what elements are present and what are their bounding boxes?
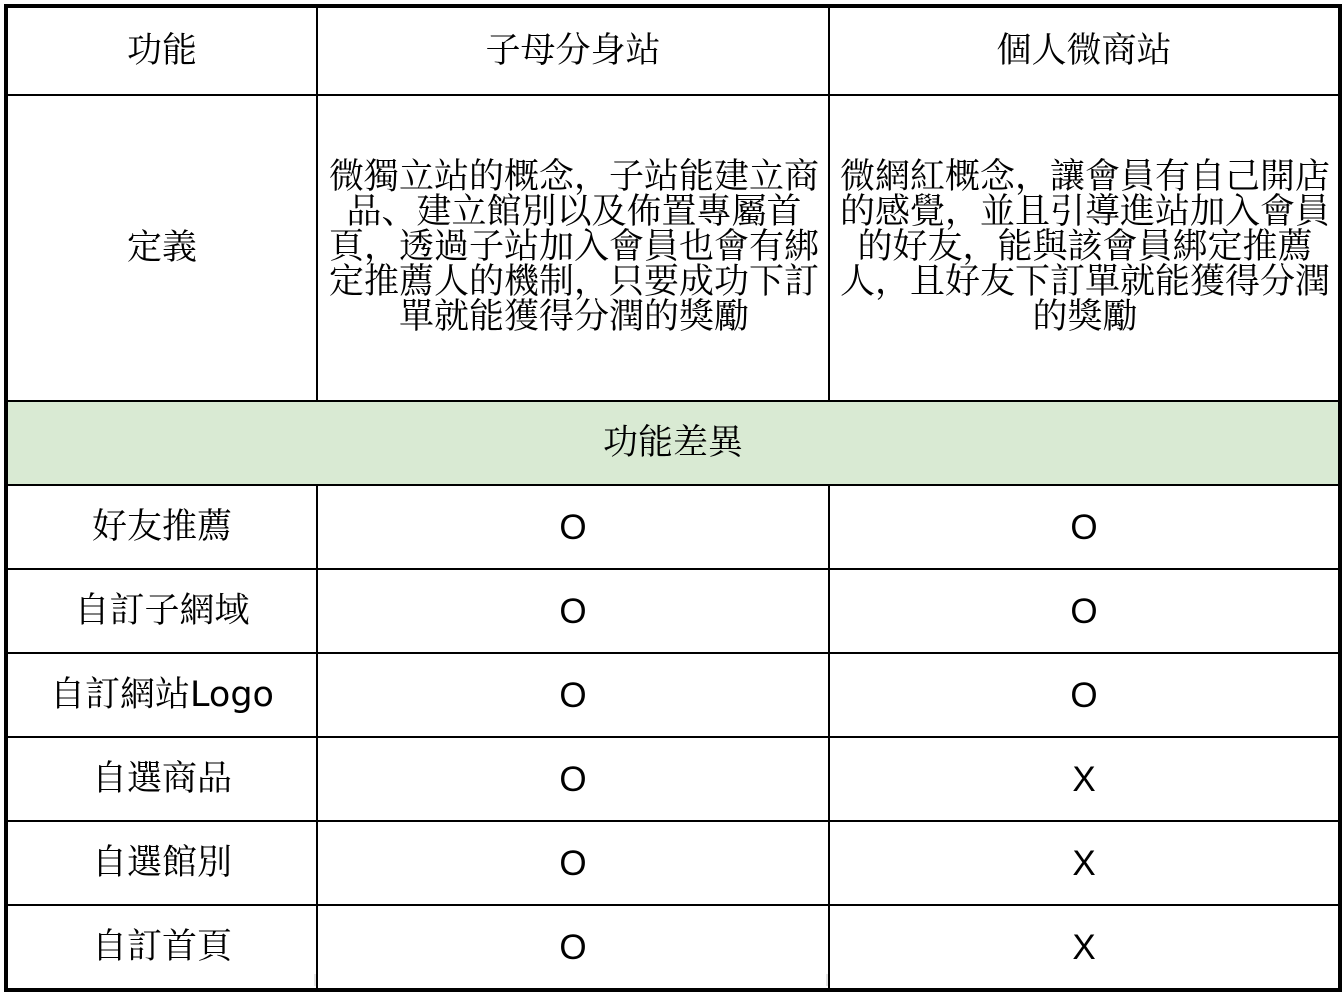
gridline-stub xyxy=(314,974,316,986)
micro-shop-mark: X xyxy=(829,905,1340,990)
definition-label: 定義 xyxy=(6,95,317,401)
definition-micro-shop: 微網紅概念，讓會員有自己開店的感覺，並且引導進站加入會員的好友，能與該會員綁定推薦人，且好友下訂單就能獲得分潤的獎勵 xyxy=(829,95,1340,401)
table-row xyxy=(6,737,1340,821)
feature-name: 自訂網站Logo xyxy=(6,653,317,737)
feature-name: 自訂子網域 xyxy=(6,569,317,653)
header-row xyxy=(6,6,1340,95)
sub-site-mark: O xyxy=(317,737,829,821)
sub-site-mark: O xyxy=(317,569,829,653)
table-row xyxy=(6,569,1340,653)
table-row xyxy=(6,653,1340,737)
micro-shop-mark: X xyxy=(829,821,1340,905)
feature-name: 好友推薦 xyxy=(6,485,317,569)
section-title: 功能差異 xyxy=(6,401,1340,485)
feature-name: 自訂首頁 xyxy=(6,905,317,990)
micro-shop-mark: O xyxy=(829,653,1340,737)
comparison-table xyxy=(4,4,1342,992)
table-row xyxy=(6,905,1340,990)
header-feature: 功能 xyxy=(6,6,317,95)
micro-shop-mark: X xyxy=(829,737,1340,821)
header-sub-site: 子母分身站 xyxy=(317,6,829,95)
section-row xyxy=(6,401,1340,485)
sub-site-mark: O xyxy=(317,653,829,737)
sub-site-mark: O xyxy=(317,905,829,990)
sub-site-mark: O xyxy=(317,821,829,905)
header-micro-shop: 個人微商站 xyxy=(829,6,1340,95)
table-row xyxy=(6,485,1340,569)
feature-name: 自選館別 xyxy=(6,821,317,905)
table-row xyxy=(6,821,1340,905)
gridline-stub xyxy=(826,974,828,986)
definition-row xyxy=(6,95,1340,401)
feature-name: 自選商品 xyxy=(6,737,317,821)
sub-site-mark: O xyxy=(317,485,829,569)
definition-sub-site: 微獨立站的概念，子站能建立商品、建立館別以及佈置專屬首頁，透過子站加入會員也會有綁定推薦人的機制，只要成功下訂單就能獲得分潤的獎勵 xyxy=(317,95,829,401)
micro-shop-mark: O xyxy=(829,569,1340,653)
micro-shop-mark: O xyxy=(829,485,1340,569)
comparison-sheet xyxy=(4,4,1338,992)
